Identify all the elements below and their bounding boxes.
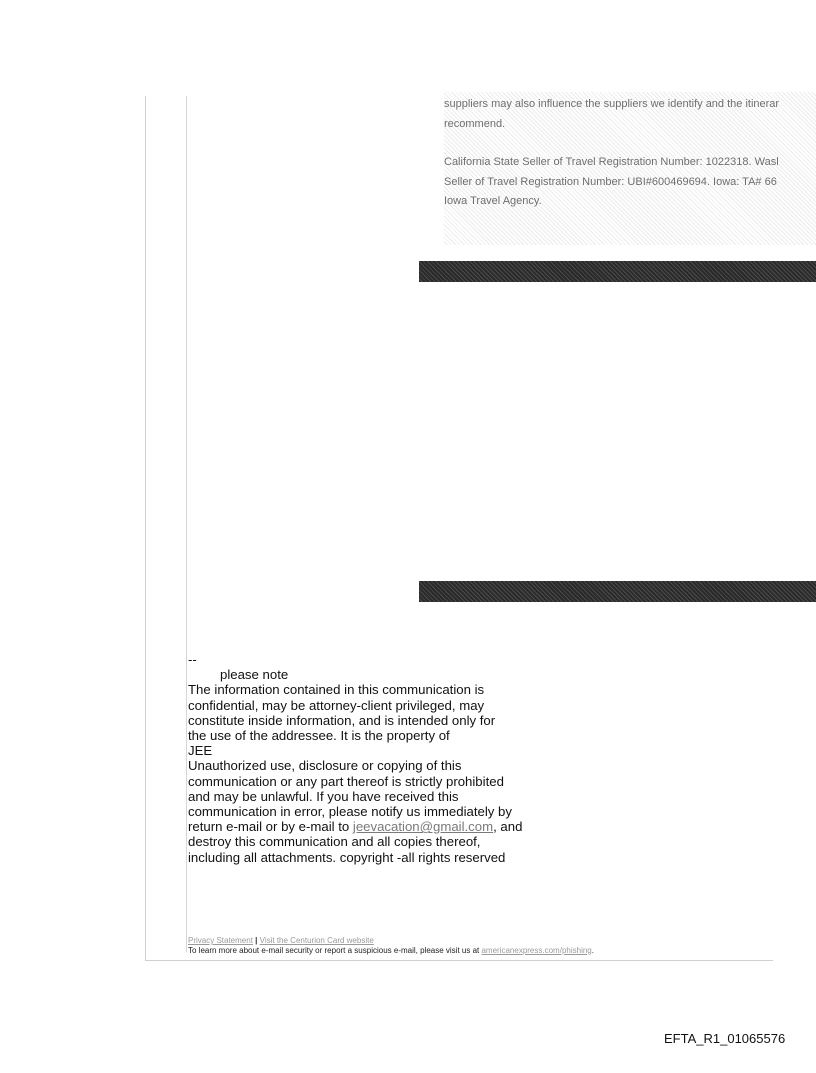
return-suffix: , and (493, 819, 523, 835)
return-prefix: return e-mail or by e-mail to (188, 819, 353, 835)
content-divider (186, 96, 187, 952)
email-signature (188, 652, 568, 865)
signature-dashes: -- (188, 652, 197, 667)
disclaimer-line: recommend. (444, 118, 506, 130)
signature-line: confidential, may be attorney-client privileged, may (188, 697, 485, 713)
redaction-bar (419, 261, 816, 282)
signature-line: destroy this communication and all copies thereof, (188, 834, 481, 850)
signature-return-line (188, 819, 568, 834)
signature-line: constitute inside information, and is intended only for (188, 712, 496, 728)
disclaimer-line: California State Seller of Travel Registration Number: 1022318. Wasl (444, 156, 779, 168)
signature-line: Unauthorized use, disclosure or copying of this (188, 758, 462, 774)
document-id: EFTA_R1_01065576 (664, 1031, 786, 1046)
security-text: To learn more about e-mail security or report a suspicious e-mail, please visit us at (188, 945, 482, 955)
signature-line: the use of the addressee. It is the property of (188, 728, 450, 744)
centurion-card-link[interactable]: Visit the Centurion Card website (259, 936, 374, 945)
email-footer (188, 936, 768, 955)
footer-period: . (591, 945, 594, 955)
footer-security-line (188, 946, 768, 956)
footer-separator: | (255, 936, 258, 945)
disclaimer-box (444, 92, 816, 245)
footer-links (188, 936, 768, 946)
signature-line: including all attachments. copyright -all rights reserved (188, 849, 506, 865)
signature-line: JEE (188, 743, 213, 759)
disclaimer-line: suppliers may also influence the suppliers we identify and the itinerar (444, 98, 780, 110)
redaction-bar (419, 581, 816, 602)
signature-line: communication or any part thereof is strictly prohibited (188, 773, 504, 789)
signature-line: The information contained in this communication is (188, 682, 485, 698)
signature-line: and may be unlawful. If you have received this (188, 788, 459, 804)
phishing-link[interactable]: americanexpress.com/phishing (481, 945, 592, 955)
disclaimer-line: Seller of Travel Registration Number: UBI#600469694. Iowa: TA# 66 (444, 176, 777, 188)
disclaimer-line: Iowa Travel Agency. (444, 195, 542, 207)
email-link[interactable]: jeevacation@gmail.com (352, 819, 494, 835)
signature-note: please note (220, 667, 289, 683)
signature-line: communication in error, please notify us immediately by (188, 804, 512, 820)
privacy-statement-link[interactable]: Privacy Statement (188, 936, 253, 945)
